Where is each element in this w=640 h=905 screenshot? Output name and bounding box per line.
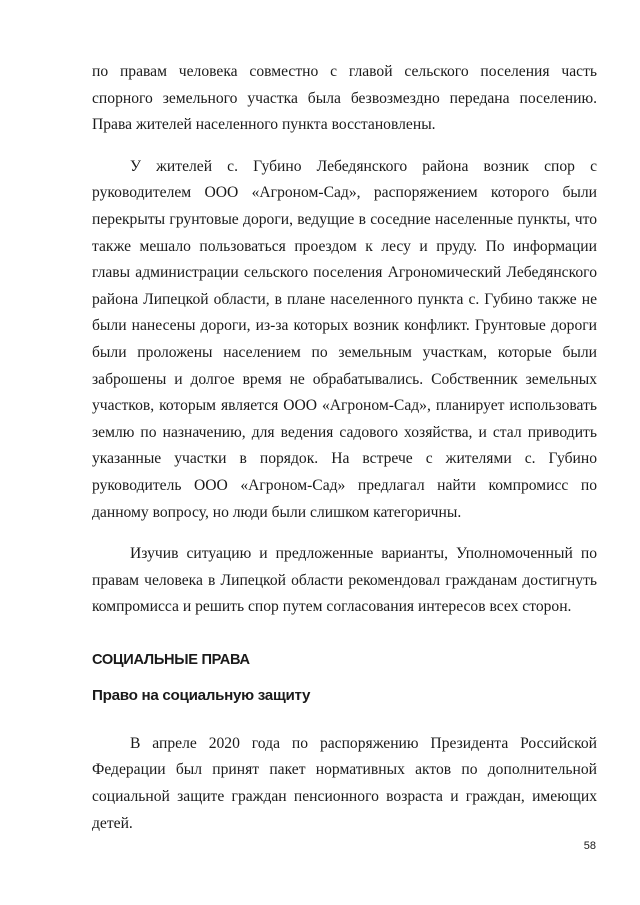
subsection-heading: Право на социальную защиту xyxy=(92,686,311,704)
paragraph-social-protection: В апреле 2020 года по распоряжению Президента Российской Федерации был принят пакет нормативных актов по дополнительной социальной защите граждан пенсионного возраста и граждан, имеющих детей. xyxy=(92,734,597,832)
page-number: 58 xyxy=(583,840,596,852)
paragraph-ombudsman-recommendation: Изучив ситуацию и предложенные варианты, Уполномоченный по правам человека в Липецкой области рекомендовал гражданам достигнуть компромисса и решить спор путем согласования интересов всех сторон. xyxy=(92,545,597,616)
section-heading: СОЦИАЛЬНЫЕ ПРАВА xyxy=(92,651,250,668)
document-body xyxy=(92,59,597,837)
paragraph-continuation: по правам человека совместно с главой сельского поселения часть спорного земельного участка была безвозмездно передана поселению. Права жителей населенного пункта восстановлены. xyxy=(92,63,597,134)
paragraph-gubino-dispute: У жителей с. Губино Лебедянского района возник спор с руководителем ООО «Агроном-Сад», распоряжением которого были перекрыты грунтовые дороги, ведущие в соседние населенные пункты, что также мешало пользоваться проездом к лесу и пруду. По информации главы администрации сельского поселения Агрономический Лебедянского района Липецкой области, в плане населенного пункта с. Губино также не были нанесены дороги, из-за которых возник конфликт. Грунтовые дороги были проложены населением по земельным участкам, которые были заброшены и долгое время не обрабатывались. Собственник земельных участков, которым является ООО «Агроном-Сад», планирует использовать землю по назначению, для ведения садового хозяйства, и стал приводить указанные участки в порядок. На встрече с жителями с. Губино руководитель ООО «Агроном-Сад» предлагал найти компромисс по данному вопросу, но люди были слишком категоричны. xyxy=(92,157,597,521)
